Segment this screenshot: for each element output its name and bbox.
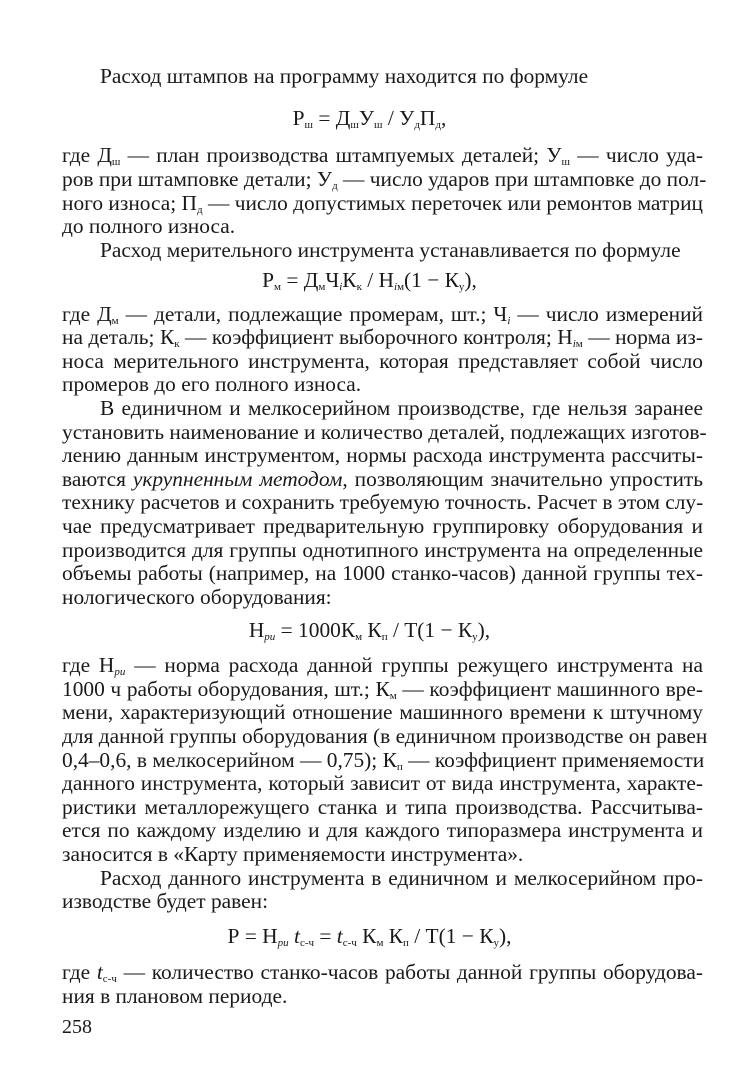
formula-cutting-norm: $Н_{ри} = 1000К_м$ $К_п / Т(1 - К_у)$,	[248, 618, 491, 643]
text-line: где $Н_{ри}$ — норма расхода данной группы режущего инструмента на	[62, 653, 703, 678]
text-line: объемы работы (например, на 1000 станко-часов) данной группы тех-	[62, 561, 703, 585]
text-line: В единичном и мелкосерийном производстве, где нельзя заранее	[100, 396, 703, 420]
text-line: изводстве будет равен:	[62, 889, 269, 913]
text-line: ристики металлорежущего станка и типа производства. Рассчитыва-	[62, 795, 703, 819]
text-line: мени, характеризующий отношение машинного времени к штучному	[62, 700, 703, 724]
text-line: ров при штамповке детали; $У_д$ — число ударов при штамповке до пол-	[62, 167, 707, 192]
text-line: производится для группы однотипного инструмента на определенные	[62, 538, 703, 562]
text-line: ного износа; $П_д$ — число допустимых переточек или ремонтов матриц	[62, 191, 703, 216]
text-line: 0,4–0,6, в мелкосерийном — 0,75); $К_п$ — коэффициент применяемости	[62, 748, 705, 773]
text-line: технику расчетов и сохранить требуемую точность. Расчет в этом слу-	[62, 490, 704, 514]
formula-measuring: $Р_м = Д_мЧ_iК_к / Н_{iм}(1 - К_у)$,	[262, 268, 477, 293]
text-line: нологического оборудования:	[62, 585, 332, 609]
text-line: заносится в «Карту применяемости инструмента».	[62, 842, 524, 866]
text-line: носа мерительного инструмента, которая представляет собой число	[62, 349, 703, 373]
formula-consumption: $Р = Н_{ри}$ $t_{с-ч} = t_{с-ч}$ $К_м$ $К_п / Т(1 - К_у)$,	[227, 924, 512, 949]
text-line: где $Д_ш$ — план производства штампуемых деталей; $У_ш$ — число уда-	[62, 143, 703, 168]
text-line: Расход штампов на программу находится по формуле	[100, 64, 589, 88]
text-line: для данной группы оборудования (в единичном производстве он равен	[62, 724, 708, 748]
text-line: ваются укрупненным методом, позволяющим значительно упростить	[62, 467, 703, 491]
text-line: где $Д_м$ — детали, подлежащие промерам, шт.; $Ч_i$ — число измерений	[62, 302, 703, 327]
text-line: чае предусматривает предварительную группировку оборудования и	[62, 514, 703, 538]
text-line: Расход мерительного инструмента устанавливается по формуле	[100, 238, 681, 262]
text-line: 1000 ч работы оборудования, шт.; $К_м$ — коэффициент машинного вре-	[62, 677, 703, 702]
text-line: до полного износа.	[62, 214, 236, 238]
text-line: Расход данного инструмента в единичном и мелкосерийном про-	[100, 866, 703, 890]
text-line: данного инструмента, который зависит от вида инструмента, характе-	[62, 771, 703, 795]
formula-stamps: $Р_ш = Д_шУ_ш / У_дП_д$,	[292, 106, 447, 131]
text-line: лению данным инструментом, нормы расхода инструмента рассчиты-	[62, 443, 703, 467]
italic-term: укрупненным методом	[132, 467, 343, 491]
text-line: ется по каждому изделию и для каждого типоразмера инструмента и	[62, 818, 703, 842]
text-line: на деталь; $К_к$ — коэффициент выборочного контроля; $Н_{iм}$ — норма из-	[62, 325, 704, 350]
text-line: где $t_{с-ч}$ — количество станко-часов работы данной группы оборудова-	[62, 960, 703, 985]
text-line: промеров до его полного износа.	[62, 372, 362, 396]
page-number: 258	[62, 1016, 92, 1038]
text-line: установить наименование и количество деталей, подлежащих изготов-	[62, 420, 707, 444]
text-line: ния в плановом периоде.	[62, 984, 288, 1008]
